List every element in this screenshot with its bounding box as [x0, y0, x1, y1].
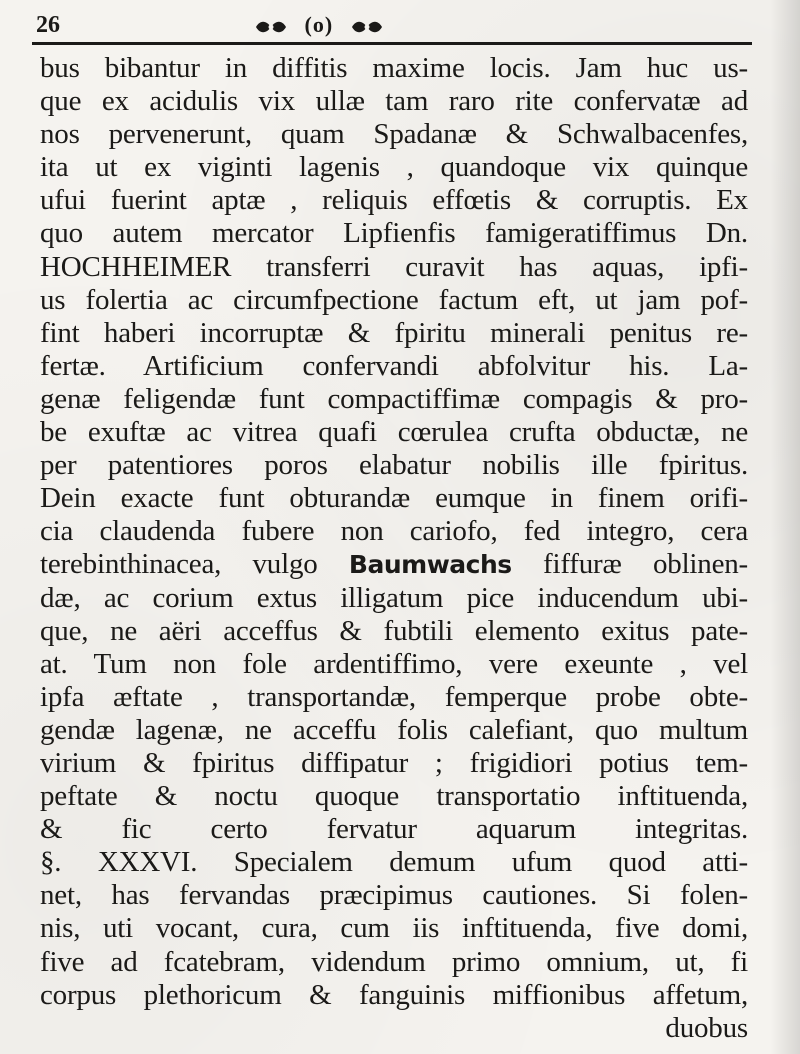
text-line-blackletter — [40, 548, 748, 581]
text-line: HOCHHEIMER transferri curavit has aquas, ipfi- — [40, 250, 748, 283]
text-line: at. Tum non fole ardentiffimo, vere exeunte , vel — [40, 647, 748, 680]
header-ornament — [254, 12, 384, 38]
text-line: peftate & noctu quoque transportatio inftituenda, — [40, 780, 748, 813]
text-line: nos pervenerunt, quam Spadanæ & Schwalbacenfes, — [40, 118, 748, 151]
text-line: cia claudenda fubere non cariofo, fed integro, cera — [40, 515, 748, 548]
fleuron-left-icon — [254, 18, 288, 36]
text-line: genæ feligendæ funt compactiffimæ compagis & pro- — [40, 382, 748, 415]
text-line: que, ne aëri acceffus & fubtili elemento exitus pate- — [40, 614, 748, 647]
text-line: ufui fuerint aptæ , reliquis effœtis & corruptis. Ex — [40, 184, 748, 217]
text-line: ipfa æftate , transportandæ, femperque probe obte- — [40, 680, 748, 713]
text-line: virium & fpiritus diffipatur ; frigidiori potius tem- — [40, 746, 748, 779]
text-line: ita ut ex viginti lagenis , quandoque vix quinque — [40, 151, 748, 184]
text-line: fint haberi incorruptæ & fpiritu minerali penitus re- — [40, 316, 748, 349]
page-edge-shadow — [770, 0, 800, 1054]
text-line: Dein exacte funt obturandæ eumque in finem orifi- — [40, 482, 748, 515]
text-line: quo autem mercator Lipfienfis famigeratiffimus Dn. — [40, 217, 748, 250]
ornament-center: (o) — [304, 12, 334, 37]
text-line: net, has fervandas præcipimus cautiones. Si folen- — [40, 879, 748, 912]
header-rule — [32, 42, 752, 45]
text-line: corpus plethoricum & fanguinis miffionibus affetum, — [40, 978, 748, 1011]
body-text — [40, 52, 748, 1045]
text-line: five ad fcatebram, videndum primo omnium, ut, fi — [40, 945, 748, 978]
text-line: be exuftæ ac vitrea quafi cœrulea crufta obductæ, ne — [40, 416, 748, 449]
fleuron-right-icon — [350, 18, 384, 36]
text-line: nis, uti vocant, cura, cum iis inftituenda, five domi, — [40, 912, 748, 945]
page-header — [36, 8, 776, 42]
text-line: que ex acidulis vix ullæ tam raro rite confervatæ ad — [40, 85, 748, 118]
text-line: us folertia ac circumfpectione factum eft, ut jam pof- — [40, 283, 748, 316]
text-segment: fiffuræ oblinen- — [511, 548, 749, 581]
page-number: 26 — [36, 12, 60, 38]
text-line: dæ, ac corium extus illigatum pice inducendum ubi- — [40, 581, 748, 614]
text-line: gendæ lagenæ, ne acceffu folis calefiant, quo multum — [40, 713, 748, 746]
text-line: fertæ. Artificium confervandi abfolvitur his. La- — [40, 349, 748, 382]
catchword: duobus — [665, 1011, 748, 1044]
text-line: §. XXXVI. Specialem demum ufum quod atti- — [40, 846, 748, 879]
text-line: & fic certo fervatur aquarum integritas. — [40, 813, 748, 846]
text-line: per patentiores poros elabatur nobilis ille fpiritus. — [40, 449, 748, 482]
text-line: bus bibantur in diffitis maxime locis. Jam huc us- — [40, 52, 748, 84]
text-segment: terebinthinacea, vulgo — [40, 548, 349, 581]
blackletter-word: Baumwachs — [348, 550, 512, 580]
